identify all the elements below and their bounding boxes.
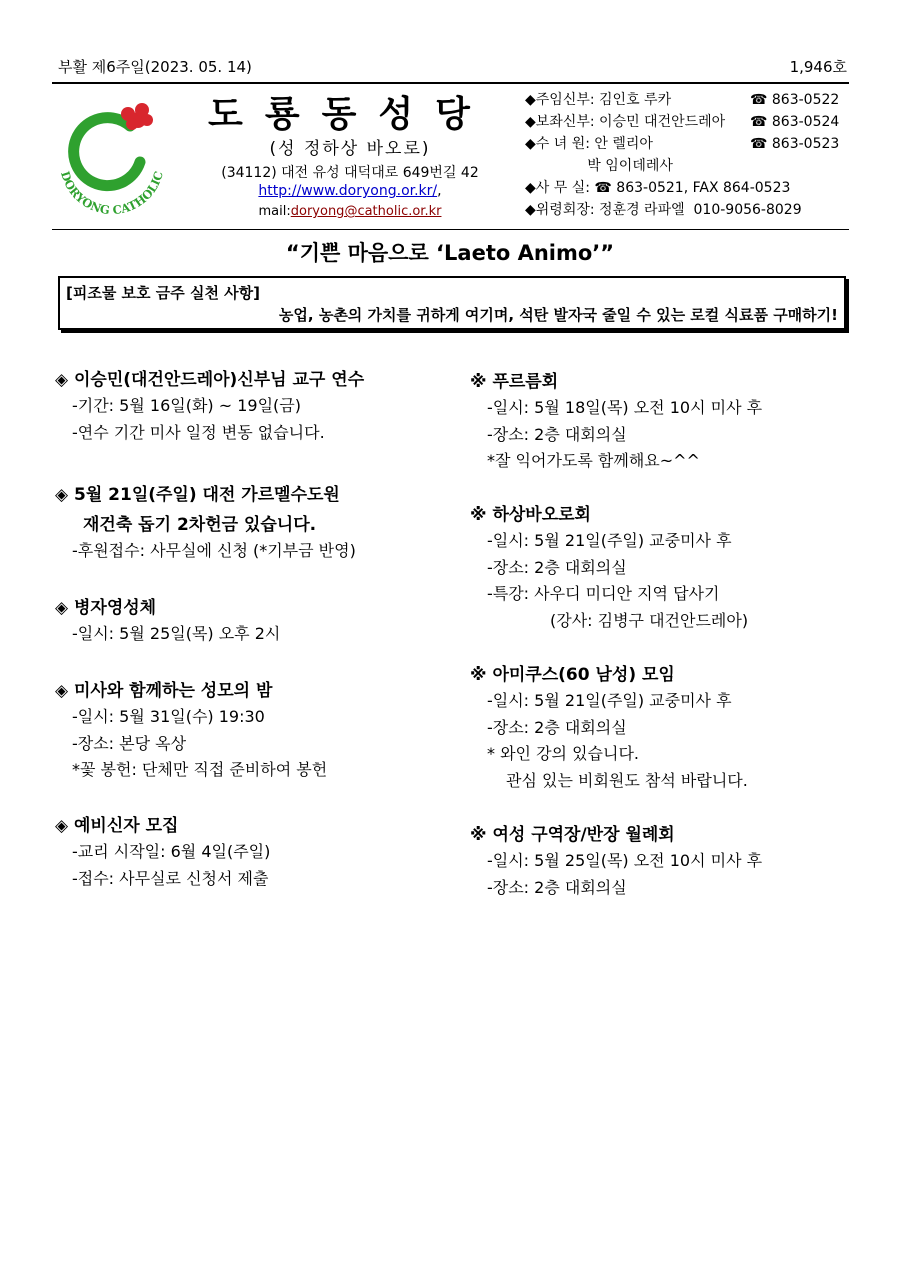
staff-label: ◆수 녀 원: 안 렐리아 [525, 136, 653, 152]
section-line: *잘 익어가도록 함께해요~^^ [487, 451, 700, 470]
notice-box [58, 276, 846, 330]
section-line: -연수 기간 미사 일정 변동 없습니다. [72, 422, 325, 442]
staff-directory [525, 89, 855, 221]
staff-label: ◆사 무 실: ☎ 863-0521, FAX 864-0523 [525, 180, 791, 196]
section-line: -장소: 2층 대회의실 [487, 557, 627, 577]
mail-line [200, 204, 500, 219]
logo-text: DORYONG CATHOLIC [58, 169, 166, 218]
section-line: -접수: 사무실로 신청서 제출 [72, 868, 269, 888]
section-line: -일시: 5월 25일(목) 오전 10시 미사 후 [487, 851, 763, 870]
staff-row [525, 199, 855, 221]
group-pureureum [470, 369, 762, 475]
church-address: (34112) 대전 유성 대덕대로 649번길 42 [221, 165, 479, 181]
section-heading: ※ 여성 구역장/반장 월례회 [470, 825, 675, 845]
group-hasang-paulo [470, 502, 748, 634]
section-line: -일시: 5월 31일(수) 19:30 [72, 707, 265, 726]
website-suffix: , [437, 183, 442, 199]
section-line: -장소: 2층 대회의실 [487, 717, 627, 737]
section-heading: ※ 아미쿠스(60 남성) 모임 [470, 665, 675, 685]
section-heading: ◈ 이승민(대건안드레아)신부님 교구 연수 [55, 370, 365, 390]
section-line: -일시: 5월 25일(목) 오후 2시 [72, 624, 281, 643]
staff-row [525, 133, 855, 155]
website-line [200, 183, 500, 199]
section-heading-2: 재건축 돕기 2차헌금 있습니다. [83, 515, 317, 535]
patron-saint: (성 정하상 바오로) [269, 139, 431, 159]
section-line: -일시: 5월 21일(주일) 교중미사 후 [487, 531, 732, 550]
section-line: -장소: 2층 대회의실 [487, 424, 627, 444]
staff-row [525, 177, 855, 199]
top-rule [52, 82, 849, 84]
section-line: -교리 시작일: 6월 4일(주일) [72, 842, 271, 861]
staff-row [525, 155, 855, 177]
section-heading: ※ 푸르름회 [470, 372, 559, 392]
section-line: -후원접수: 사무실에 신청 (*기부금 반영) [72, 541, 356, 560]
notice-sick-communion [55, 595, 280, 648]
header-rule [52, 229, 849, 230]
section-line: *꽃 봉헌: 단체만 직접 준비하여 봉헌 [72, 760, 328, 779]
church-logo [52, 92, 172, 220]
section-heading: ◈ 병자영성체 [55, 598, 157, 618]
staff-label: ◆보좌신부: 이승민 대건안드레아 [525, 114, 726, 130]
section-line: -장소: 본당 옥상 [72, 733, 187, 753]
mail-prefix: mail: [258, 204, 291, 219]
section-line: -일시: 5월 21일(주일) 교중미사 후 [487, 691, 732, 710]
section-line: -특강: 사우디 미디안 지역 답사기 [487, 584, 720, 603]
staff-label: ◆주임신부: 김인호 루카 [525, 92, 672, 108]
notice-priest-training [55, 367, 364, 446]
section-line: 관심 있는 비회원도 참석 바랍니다. [506, 770, 748, 790]
staff-row [525, 111, 855, 133]
website-link[interactable]: http://www.doryong.or.kr/ [258, 183, 438, 199]
group-amicus [470, 662, 748, 794]
notice-title: [피조물 보호 금주 실천 사항] [66, 284, 260, 302]
group-women-leaders [470, 822, 762, 901]
section-heading: ◈ 미사와 함께하는 성모의 밤 [55, 681, 273, 701]
staff-tel: ☎ 863-0523 [750, 136, 840, 152]
staff-row [525, 89, 855, 111]
section-heading: ◈ 5월 21일(주일) 대전 가르멜수도원 [55, 485, 340, 505]
section-line: -기간: 5월 16일(화) ~ 19일(금) [72, 396, 301, 415]
section-heading: ◈ 예비신자 모집 [55, 816, 179, 836]
staff-tel: ☎ 863-0524 [750, 114, 840, 130]
notice-catechumen [55, 813, 270, 892]
notice-carmel-collection [55, 482, 356, 565]
staff-label: ◆위령회장: 정훈경 라파엘 010-9056-8029 [525, 202, 802, 218]
section-heading: ※ 하상바오로회 [470, 505, 591, 525]
section-line: * 와인 강의 있습니다. [487, 744, 639, 763]
section-line: -일시: 5월 18일(목) 오전 10시 미사 후 [487, 398, 763, 417]
notice-text: 농업, 농촌의 가치를 귀하게 여기며, 석탄 발자국 줄일 수 있는 로컬 식료품 구매하기! [278, 306, 838, 324]
staff-tel: ☎ 863-0522 [750, 92, 840, 108]
section-line: (강사: 김병구 대건안드레아) [550, 610, 749, 630]
email-link[interactable]: doryong@catholic.or.kr [290, 204, 442, 219]
notice-marian-night [55, 678, 327, 784]
church-name: 도룡동성당 [208, 94, 492, 135]
staff-label: 박 임이데레사 [525, 158, 673, 174]
date-line: 부활 제6주일(2023. 05. 14) [58, 58, 252, 76]
motto: “기쁜 마음으로 ‘Laeto Animo’” [285, 241, 615, 265]
issue-number: 1,946호 [789, 58, 847, 76]
section-line: -장소: 2층 대회의실 [487, 877, 627, 897]
svg-text:DORYONG CATHOLIC [58, 170, 166, 218]
